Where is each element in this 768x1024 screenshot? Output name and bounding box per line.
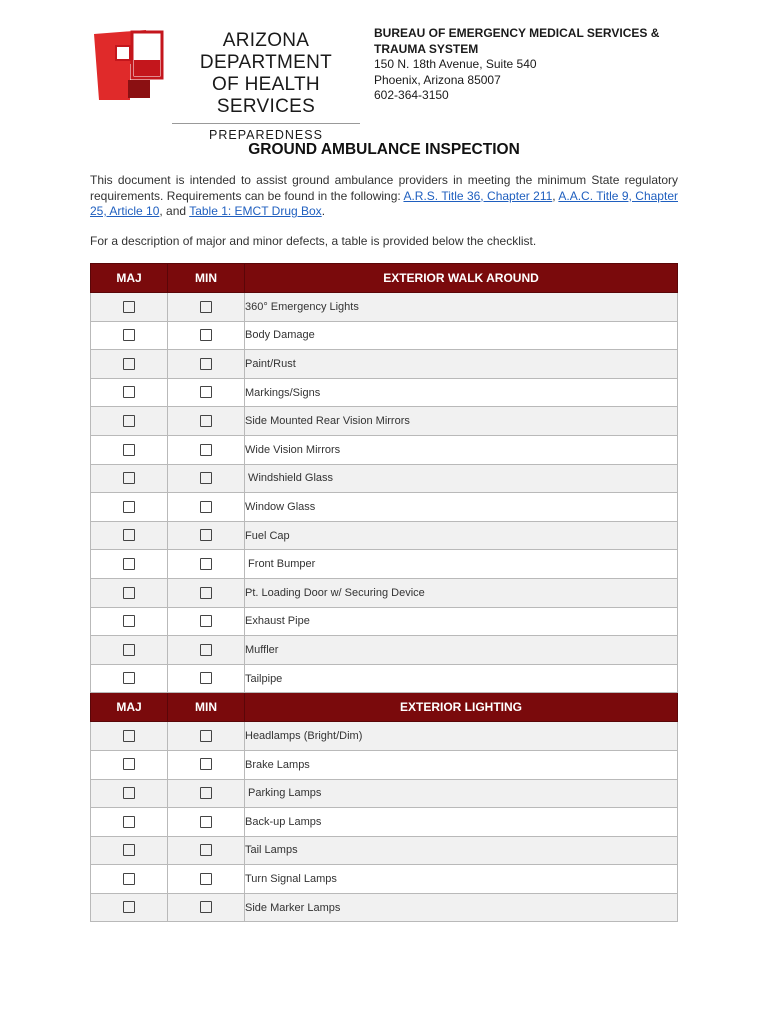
maj-cell xyxy=(91,350,168,379)
address-street: 150 N. 18th Avenue, Suite 540 xyxy=(374,57,537,71)
item-label: Windshield Glass xyxy=(245,464,678,493)
agency-name-block xyxy=(172,30,360,142)
min-checkbox[interactable] xyxy=(200,501,212,513)
checklist-row xyxy=(91,293,678,322)
min-checkbox[interactable] xyxy=(200,358,212,370)
section-title: EXTERIOR LIGHTING xyxy=(245,693,678,722)
maj-cell xyxy=(91,550,168,579)
min-column-header: MIN xyxy=(168,693,245,722)
min-column-header: MIN xyxy=(168,264,245,293)
min-checkbox[interactable] xyxy=(200,873,212,885)
maj-cell xyxy=(91,435,168,464)
intro-separator: , xyxy=(552,188,559,203)
maj-cell xyxy=(91,750,168,779)
aac-link[interactable]: A.A.C. Title 9, Chapter 25, Article 10 xyxy=(90,188,678,218)
min-checkbox[interactable] xyxy=(200,615,212,627)
checklist-row xyxy=(91,750,678,779)
min-cell xyxy=(168,750,245,779)
checklist-row xyxy=(91,578,678,607)
agency-subtitle: PREPAREDNESS xyxy=(209,128,323,142)
intro-end: . xyxy=(321,204,326,218)
checklist-row xyxy=(91,464,678,493)
checklist-row xyxy=(91,350,678,379)
item-label: Brake Lamps xyxy=(245,750,678,779)
maj-checkbox[interactable] xyxy=(123,329,135,341)
maj-cell xyxy=(91,407,168,436)
item-label: Pt. Loading Door w/ Securing Device xyxy=(245,578,678,607)
min-cell xyxy=(168,836,245,865)
min-cell xyxy=(168,636,245,665)
intro-text: This document is intended to assist ground ambulance providers in meeting the minimum State regulatory requirements. Requirements can be found in the following: xyxy=(90,173,678,203)
maj-checkbox[interactable] xyxy=(123,816,135,828)
checklist-row xyxy=(91,893,678,922)
item-label: Body Damage xyxy=(245,321,678,350)
min-cell xyxy=(168,407,245,436)
checklist-row xyxy=(91,636,678,665)
maj-checkbox[interactable] xyxy=(123,758,135,770)
maj-column-header: MAJ xyxy=(91,693,168,722)
checklist-row xyxy=(91,407,678,436)
min-checkbox[interactable] xyxy=(200,301,212,313)
section-title: EXTERIOR WALK AROUND xyxy=(245,264,678,293)
maj-cell xyxy=(91,607,168,636)
maj-checkbox[interactable] xyxy=(123,644,135,656)
maj-cell xyxy=(91,636,168,665)
page-title: GROUND AMBULANCE INSPECTION xyxy=(248,141,520,158)
min-cell xyxy=(168,464,245,493)
maj-cell xyxy=(91,378,168,407)
min-cell xyxy=(168,521,245,550)
item-label: Paint/Rust xyxy=(245,350,678,379)
item-label: Exhaust Pipe xyxy=(245,607,678,636)
min-checkbox[interactable] xyxy=(200,558,212,570)
checklist-row xyxy=(91,521,678,550)
maj-cell xyxy=(91,664,168,693)
min-cell xyxy=(168,865,245,894)
min-checkbox[interactable] xyxy=(200,529,212,541)
maj-checkbox[interactable] xyxy=(123,587,135,599)
defects-note: For a description of major and minor defects, a table is provided below the checklist. xyxy=(90,234,537,248)
maj-checkbox[interactable] xyxy=(123,529,135,541)
phone-number: 602-364-3150 xyxy=(374,88,449,102)
min-cell xyxy=(168,321,245,350)
maj-checkbox[interactable] xyxy=(123,787,135,799)
min-cell xyxy=(168,664,245,693)
item-label: Front Bumper xyxy=(245,550,678,579)
item-label: Fuel Cap xyxy=(245,521,678,550)
bureau-name-line1: BUREAU OF EMERGENCY MEDICAL SERVICES & xyxy=(374,26,660,40)
section-header-row xyxy=(91,264,678,293)
min-cell xyxy=(168,578,245,607)
checklist-row xyxy=(91,722,678,751)
maj-checkbox[interactable] xyxy=(123,844,135,856)
checklist-row xyxy=(91,664,678,693)
checklist-row xyxy=(91,836,678,865)
maj-checkbox[interactable] xyxy=(123,301,135,313)
checklist-row xyxy=(91,607,678,636)
item-label: Side Mounted Rear Vision Mirrors xyxy=(245,407,678,436)
address-city: Phoenix, Arizona 85007 xyxy=(374,72,501,87)
bureau-address-block xyxy=(374,26,664,104)
min-checkbox[interactable] xyxy=(200,444,212,456)
maj-cell xyxy=(91,893,168,922)
min-checkbox[interactable] xyxy=(200,816,212,828)
maj-checkbox[interactable] xyxy=(123,472,135,484)
min-checkbox[interactable] xyxy=(200,386,212,398)
intro-separator-and: , and xyxy=(159,204,190,218)
maj-checkbox[interactable] xyxy=(123,415,135,427)
maj-checkbox[interactable] xyxy=(123,672,135,684)
min-cell xyxy=(168,893,245,922)
maj-cell xyxy=(91,808,168,837)
bureau-name-line2: TRAUMA SYSTEM xyxy=(374,41,479,56)
agency-divider xyxy=(172,123,360,124)
min-cell xyxy=(168,808,245,837)
maj-cell xyxy=(91,493,168,522)
checklist-row xyxy=(91,779,678,808)
min-cell xyxy=(168,607,245,636)
maj-checkbox[interactable] xyxy=(123,444,135,456)
maj-column-header: MAJ xyxy=(91,264,168,293)
item-label: Side Marker Lamps xyxy=(245,893,678,922)
min-checkbox[interactable] xyxy=(200,472,212,484)
item-label: Parking Lamps xyxy=(245,779,678,808)
item-label: Markings/Signs xyxy=(245,378,678,407)
agency-name-line1: ARIZONA DEPARTMENT xyxy=(199,30,333,73)
drug-box-link[interactable]: Table 1: EMCT Drug Box xyxy=(189,204,322,218)
item-label: Muffler xyxy=(245,636,678,665)
item-label: Tailpipe xyxy=(245,664,678,693)
maj-cell xyxy=(91,578,168,607)
maj-checkbox[interactable] xyxy=(123,615,135,627)
maj-checkbox[interactable] xyxy=(123,873,135,885)
min-cell xyxy=(168,493,245,522)
inspection-checklist-table xyxy=(90,263,678,922)
maj-checkbox[interactable] xyxy=(123,901,135,913)
item-label: Wide Vision Mirrors xyxy=(245,435,678,464)
min-checkbox[interactable] xyxy=(200,730,212,742)
min-checkbox[interactable] xyxy=(200,844,212,856)
checklist-row xyxy=(91,808,678,837)
min-checkbox[interactable] xyxy=(200,787,212,799)
checklist-row xyxy=(91,493,678,522)
item-label: Tail Lamps xyxy=(245,836,678,865)
min-checkbox[interactable] xyxy=(200,415,212,427)
maj-cell xyxy=(91,865,168,894)
min-checkbox[interactable] xyxy=(200,758,212,770)
maj-checkbox[interactable] xyxy=(123,501,135,513)
min-cell xyxy=(168,293,245,322)
item-label: Window Glass xyxy=(245,493,678,522)
item-label: Headlamps (Bright/Dim) xyxy=(245,722,678,751)
section-header-row xyxy=(91,693,678,722)
min-checkbox[interactable] xyxy=(200,587,212,599)
maj-cell xyxy=(91,779,168,808)
checklist-row xyxy=(91,435,678,464)
maj-cell xyxy=(91,321,168,350)
min-checkbox[interactable] xyxy=(200,329,212,341)
maj-checkbox[interactable] xyxy=(123,386,135,398)
maj-checkbox[interactable] xyxy=(123,730,135,742)
maj-cell xyxy=(91,521,168,550)
min-cell xyxy=(168,350,245,379)
maj-cell xyxy=(91,464,168,493)
min-cell xyxy=(168,435,245,464)
checklist-row xyxy=(91,550,678,579)
adhs-logo xyxy=(94,30,164,100)
min-checkbox[interactable] xyxy=(200,644,212,656)
maj-cell xyxy=(91,836,168,865)
maj-checkbox[interactable] xyxy=(123,558,135,570)
checklist-row xyxy=(91,378,678,407)
min-cell xyxy=(168,722,245,751)
min-checkbox[interactable] xyxy=(200,901,212,913)
maj-cell xyxy=(91,722,168,751)
maj-checkbox[interactable] xyxy=(123,358,135,370)
intro-paragraph xyxy=(90,173,678,220)
min-cell xyxy=(168,550,245,579)
maj-cell xyxy=(91,293,168,322)
item-label: Back-up Lamps xyxy=(245,808,678,837)
checklist-row xyxy=(91,865,678,894)
checklist-row xyxy=(91,321,678,350)
min-checkbox[interactable] xyxy=(200,672,212,684)
item-label: Turn Signal Lamps xyxy=(245,865,678,894)
min-cell xyxy=(168,779,245,808)
ars-link[interactable]: A.R.S. Title 36, Chapter 211 xyxy=(403,188,553,203)
min-cell xyxy=(168,378,245,407)
agency-name-line2: OF HEALTH SERVICES xyxy=(212,74,320,117)
item-label: 360° Emergency Lights xyxy=(245,293,678,322)
